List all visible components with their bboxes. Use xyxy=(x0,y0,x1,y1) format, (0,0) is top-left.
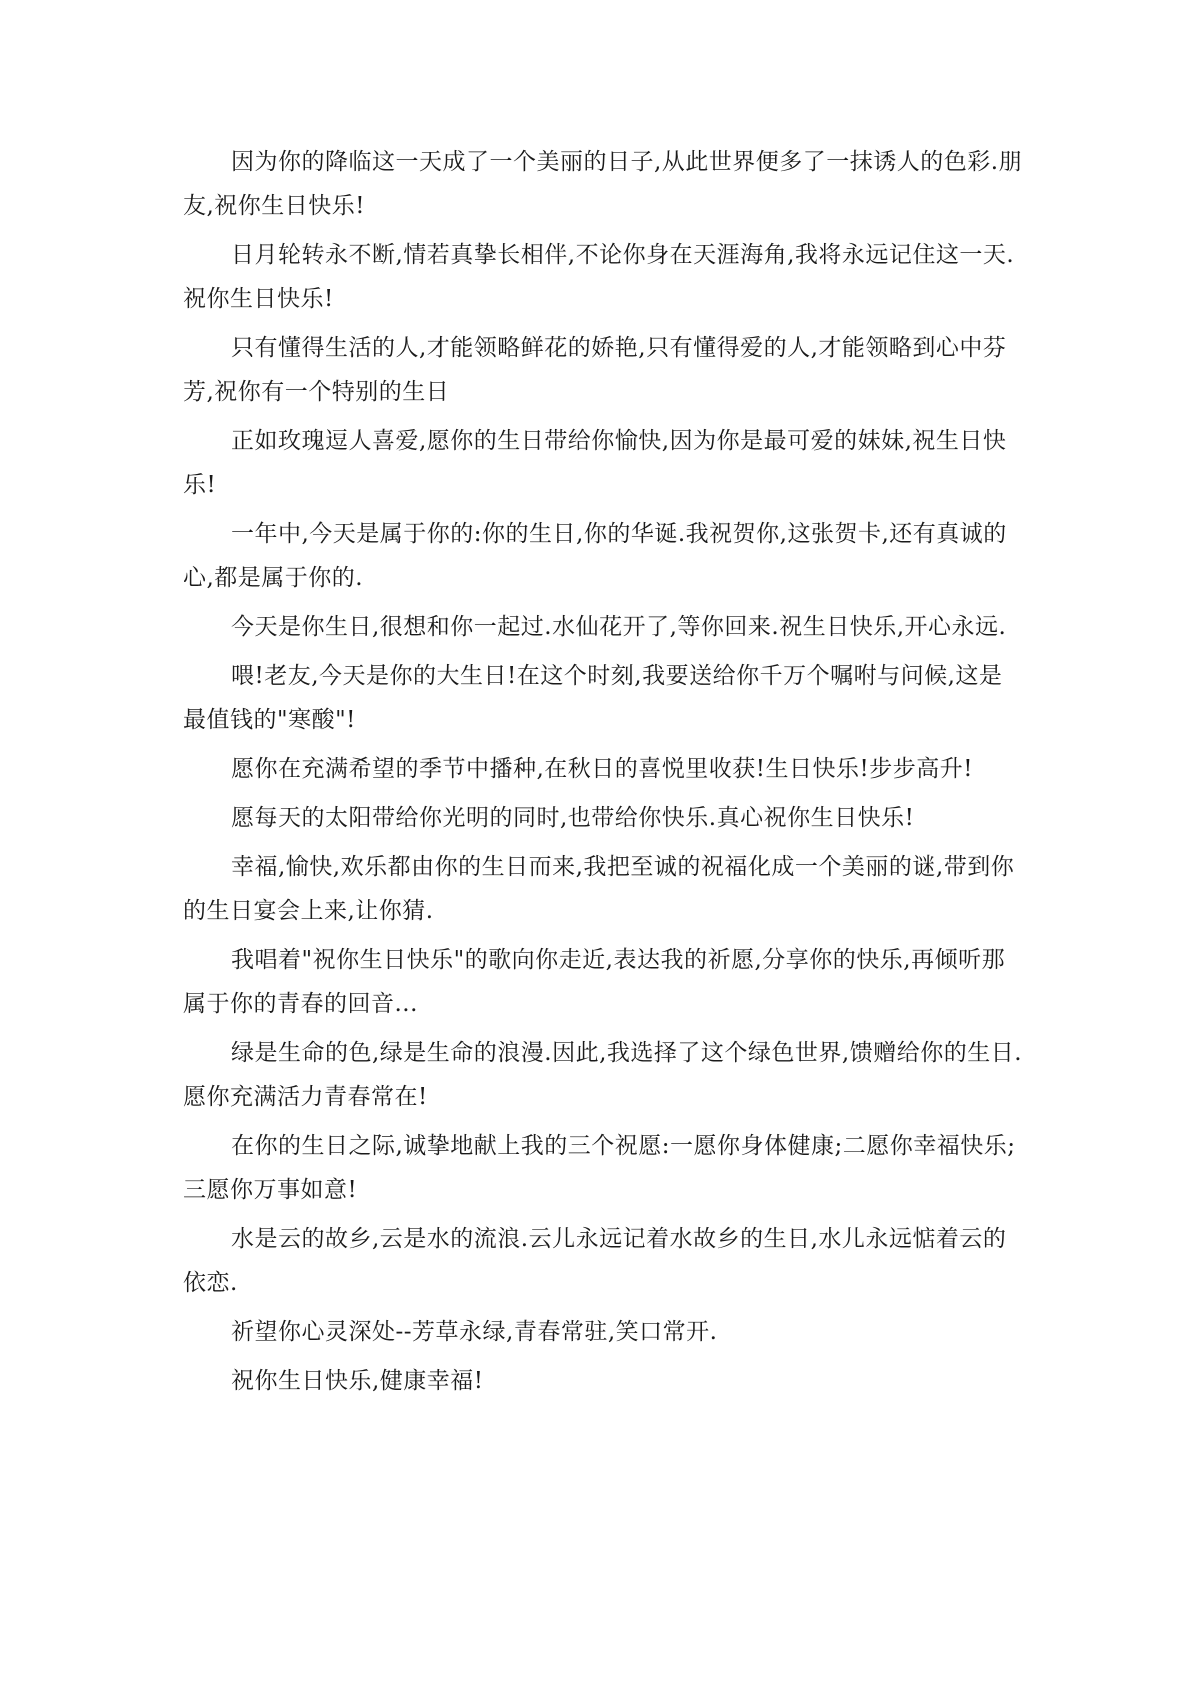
paragraph: 只有懂得生活的人,才能领略鲜花的娇艳,只有懂得爱的人,才能领略到心中芬芳,祝你有一个特别的生日 xyxy=(183,335,1007,405)
paragraph: 喂!老友,今天是你的大生日!在这个时刻,我要送给你千万个嘱咐与问候,这是最值钱的"寒酸"! xyxy=(183,663,1003,733)
paragraph: 我唱着"祝你生日快乐"的歌向你走近,表达我的祈愿,分享你的快乐,再倾听那属于你的青春的回音... xyxy=(183,947,1006,1017)
document-body xyxy=(183,140,1023,1408)
paragraph: 幸福,愉快,欢乐都由你的生日而来,我把至诚的祝福化成一个美丽的谜,带到你的生日宴会上来,让你猜. xyxy=(183,854,1015,924)
paragraph: 在你的生日之际,诚挚地献上我的三个祝愿:一愿你身体健康;二愿你幸福快乐;三愿你万事如意! xyxy=(183,1133,1016,1203)
paragraph: 一年中,今天是属于你的:你的生日,你的华诞.我祝贺你,这张贺卡,还有真诚的心,都是属于你的. xyxy=(183,521,1007,591)
paragraph: 祝你生日快乐,健康幸福! xyxy=(231,1368,484,1394)
paragraph: 愿你在充满希望的季节中播种,在秋日的喜悦里收获!生日快乐!步步高升! xyxy=(231,756,974,782)
paragraph: 愿每天的太阳带给你光明的同时,也带给你快乐.真心祝你生日快乐! xyxy=(231,805,915,831)
paragraph: 因为你的降临这一天成了一个美丽的日子,从此世界便多了一抹诱人的色彩.朋友,祝你生日快乐! xyxy=(183,149,1023,219)
paragraph: 祈望你心灵深处--芳草永绿,青春常驻,笑口常开. xyxy=(231,1319,718,1345)
paragraph: 水是云的故乡,云是水的流浪.云儿永远记着水故乡的生日,水儿永远惦着云的依恋. xyxy=(183,1226,1007,1296)
paragraph: 今天是你生日,很想和你一起过.水仙花开了,等你回来.祝生日快乐,开心永远. xyxy=(231,614,1007,640)
paragraph: 日月轮转永不断,情若真挚长相伴,不论你身在天涯海角,我将永远记住这一天.祝你生日快乐! xyxy=(183,242,1015,312)
paragraph: 正如玫瑰逗人喜爱,愿你的生日带给你愉快,因为你是最可爱的妹妹,祝生日快乐! xyxy=(183,428,1007,498)
paragraph: 绿是生命的色,绿是生命的浪漫.因此,我选择了这个绿色世界,馈赠给你的生日.愿你充满活力青春常在! xyxy=(183,1040,1023,1110)
